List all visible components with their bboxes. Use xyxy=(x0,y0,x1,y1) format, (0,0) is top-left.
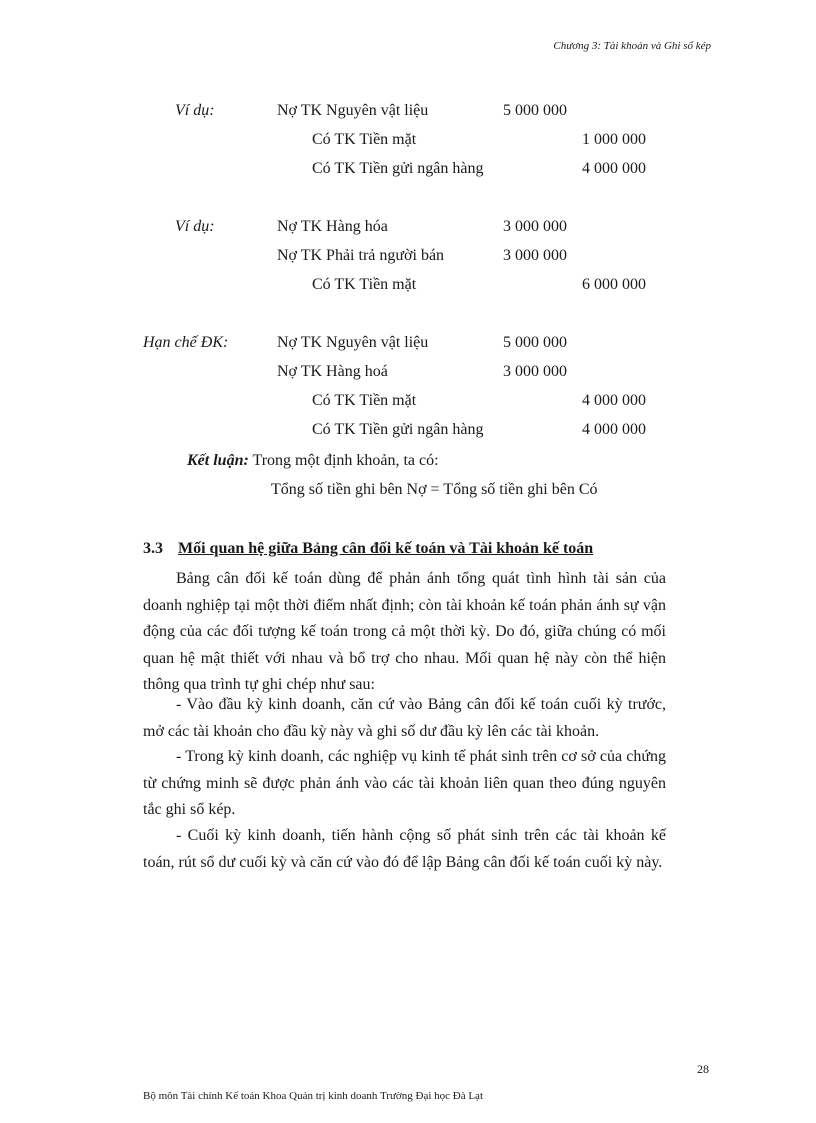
footer: Bộ môn Tài chính Kế toán Khoa Quản trị kinh doanh Trường Đại học Đà Lạt xyxy=(143,1090,483,1102)
conclusion-text: Trong một định khoản, ta có: xyxy=(248,452,439,469)
body-paragraph: - Trong kỳ kinh doanh, các nghiệp vụ kinh tế phát sinh trên cơ sở của chứng từ chứng minh sẽ được phản ánh vào các tài khoản liên quan theo đúng nguyên tắc ghi sổ kép. xyxy=(143,748,666,818)
entry-text: Có TK Tiền mặt xyxy=(312,392,417,409)
example-label: Hạn chế ĐK: xyxy=(143,334,229,351)
entry-text: Nợ TK Nguyên vật liệu xyxy=(277,334,429,351)
entry-credit: 4 000 000 xyxy=(582,160,646,177)
section-title: Mối quan hệ giữa Bảng cân đối kế toán và Tài khoản kế toán xyxy=(178,540,594,557)
conclusion-label: Kết luận: xyxy=(187,452,249,469)
page-number: 28 xyxy=(697,1062,709,1076)
entry-text: Có TK Tiền gửi ngân hàng xyxy=(312,421,484,438)
entry-text: Có TK Tiền gửi ngân hàng xyxy=(312,160,484,177)
entry-debit: 5 000 000 xyxy=(503,102,567,119)
chapter-header: Chương 3: Tài khoản và Ghi sổ kép xyxy=(553,40,711,52)
entry-text: Nợ TK Nguyên vật liệu xyxy=(277,102,429,119)
entry-credit: 6 000 000 xyxy=(582,276,646,293)
entry-credit: 4 000 000 xyxy=(582,421,646,438)
example-label: Ví dụ: xyxy=(175,218,215,235)
entry-text: Có TK Tiền mặt xyxy=(312,131,417,148)
entry-text: Nợ TK Hàng hóa xyxy=(277,218,388,235)
entry-debit: 3 000 000 xyxy=(503,218,567,235)
section-number: 3.3 xyxy=(143,540,163,557)
example-label: Ví dụ: xyxy=(175,102,215,119)
body-paragraph: Bảng cân đối kế toán dùng để phản ánh tổng quát tình hình tài sản của doanh nghiệp tại một thời điểm nhất định; còn tài khoản kế toán phản ánh sự vận động của các đối tượng kế toán trong cả một thời kỳ. Do đó, giữa chúng có mối quan hệ mật thiết với nhau và bổ trợ cho nhau. Mối quan hệ này còn thể hiện thông qua trình tự ghi chép như sau: xyxy=(143,570,666,693)
conclusion-formula: Tổng số tiền ghi bên Nợ = Tổng số tiền ghi bên Có xyxy=(271,481,598,498)
body-paragraph: - Vào đầu kỳ kinh doanh, căn cứ vào Bảng cân đối kế toán cuối kỳ trước, mở các tài khoản cho đầu kỳ này và ghi số dư đầu kỳ lên các tài khoản. xyxy=(143,696,666,740)
entry-debit: 3 000 000 xyxy=(503,247,567,264)
entry-debit: 3 000 000 xyxy=(503,363,567,380)
entry-text: Có TK Tiền mặt xyxy=(312,276,417,293)
entry-text: Nợ TK Hàng hoá xyxy=(277,363,388,380)
entry-debit: 5 000 000 xyxy=(503,334,567,351)
entry-credit: 4 000 000 xyxy=(582,392,646,409)
entry-credit: 1 000 000 xyxy=(582,131,646,148)
entry-text: Nợ TK Phải trả người bán xyxy=(277,247,445,264)
conclusion xyxy=(187,452,439,470)
body-paragraph: - Cuối kỳ kinh doanh, tiến hành cộng số phát sinh trên các tài khoản kế toán, rút sổ dư cuối kỳ và căn cứ vào đó để lập Bảng cân đối kế toán cuối kỳ này. xyxy=(143,827,666,871)
